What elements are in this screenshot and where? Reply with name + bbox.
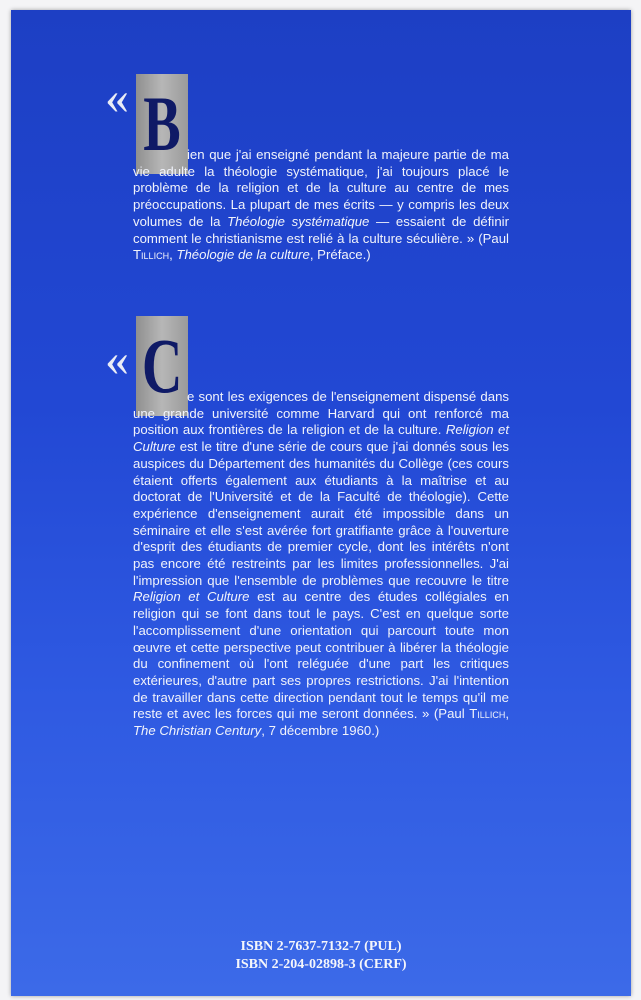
- quote-paragraph-1: [133, 147, 509, 264]
- quote1-title: Théologie systématique: [227, 213, 370, 229]
- quote1-text2: — essaient de définir comment le christianisme est relié à la culture séculière. » (Paul: [133, 213, 509, 246]
- quote2-text: e sont les exigences de l'enseignement dispensé dans une grande université comme Harvard qui ont renforcé ma position aux frontières de la religion et de la culture.: [133, 389, 509, 438]
- quote2-author: Tillich: [469, 706, 506, 722]
- dropcap-letter-2: C: [141, 322, 183, 409]
- open-quote-mark-2: «: [105, 333, 129, 386]
- dropcap-letter-1: B: [143, 80, 181, 167]
- quote2-text3: est au centre des études collégiales en religion qui se font dans tout le pays. C'est en quelque sorte l'accomplissement d'une orientation qui parcourt toute mon œuvre et cette perspective peut contribuer à libérer la théologie du confinement où l'ont reléguée d'une part les critiques extérieures, d'autre part ses propres restrictions. J'ai l'intention de travailler dans cette direction pendant tout le temps qu'il me reste et avec les forces qui me seront données. » (Paul: [133, 589, 509, 722]
- quote1-comma: ,: [169, 247, 173, 263]
- quote1-source-rest: , Préface.): [309, 247, 371, 263]
- isbn-block: [11, 938, 631, 974]
- isbn-line-1: ISBN 2-7637-7132-7 (PUL): [240, 939, 402, 954]
- quote2-source-rest: , 7 décembre 1960.): [261, 723, 380, 739]
- back-cover: [11, 10, 631, 996]
- quote2-text2: est le titre d'une série de cours que j'ai donnés sous les auspices du Département des humanités du Collège (ces cours étaient offerts également aux étudiants à la maîtrise et au doctorat de l'Université et de la Faculté de théologie). Cette expérience d'enseignement aurait été impossible dans un séminaire et elle s'est avérée fort gratifiante grâce à l'ouverture d'esprit des étudiants de premier cycle, dont les intérêts n'ont pas encore été restreints par les limites professionnelles. J'ai l'impression que l'ensemble de problèmes que recouvre le titre: [133, 439, 509, 588]
- quote1-author: Tillich: [133, 247, 170, 263]
- quote2-source: The Christian Century: [133, 723, 262, 739]
- quote-paragraph-2: [133, 389, 509, 740]
- quote2-comma: ,: [505, 706, 509, 722]
- quote1-text: ien que j'ai enseigné pendant la majeure partie de ma vie adulte la théologie systématique, j'ai toujours placé le problème de la religion et de la culture au centre de mes préoccupations. La plupart de mes écrits — y compris les deux volumes de la: [133, 147, 509, 229]
- isbn-line-2: ISBN 2-204-02898-3 (CERF): [235, 957, 407, 972]
- quote1-source: Théologie de la culture: [176, 247, 310, 263]
- quote2-italic2: Religion et Culture: [133, 589, 250, 605]
- open-quote-mark-1: «: [105, 71, 129, 124]
- quote2-italic1: Religion et Culture: [133, 422, 509, 455]
